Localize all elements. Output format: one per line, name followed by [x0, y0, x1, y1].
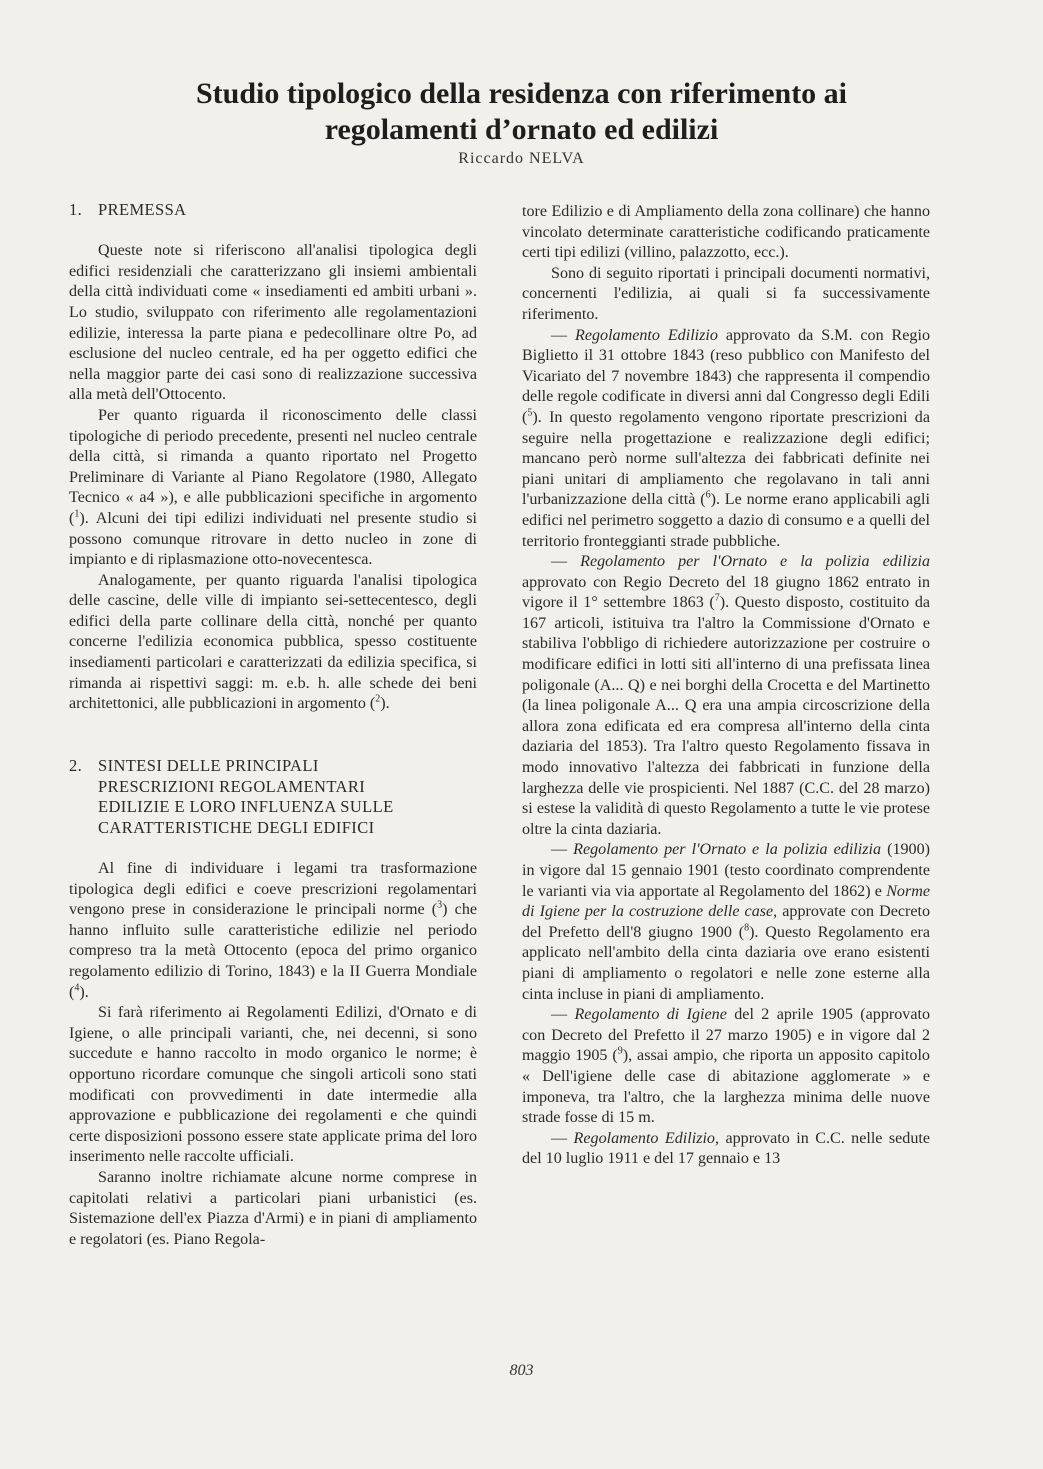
section-2-heading [69, 756, 477, 838]
page-number: 803 [509, 1362, 534, 1379]
paragraph: Queste note si riferiscono all'analisi tipologica degli edifici residenziali che caratterizzano gli insiemi ambientali della città individuati come « insediamenti ed ambiti urbani ». Lo studio, sviluppato con riferimento alle regolamentazioni edilizie, interessa la parte piana e pedecollinare oltre Po, ad esclusione del nucleo centrale, ed ha per oggetto edifici che nella maggior parte dei casi sono di realizzazione successiva alla metà dell'Ottocento. [69, 242, 477, 404]
footnote-ref: 8 [744, 922, 750, 934]
footnote-ref: 2 [375, 693, 381, 705]
paragraph: Per quanto riguarda il riconoscimento delle classi tipologiche di periodo precedente, presenti nel nucleo centrale della città, si rimanda a quanto riportato nel Progetto Preliminare di Variante al Piano Regolatore (1980, Allegato Tecnico « a4 »), e alle pubblicazioni specifiche in argomento ($^1$). Alcuni dei tipi edilizi individuati nel presente studio si possono comunque ritrovare in detto nucleo in zone di impianto e di riplasmazione otto-novecentesca. [69, 406, 477, 569]
section-1-title: PREMESSA [98, 200, 187, 219]
paragraph: Sono di seguito riportati i principali documenti normativi, concernenti l'edilizia, ai quali si fa successivamente riferimento. [522, 264, 930, 323]
regulation-entry: — Regolamento Edilizio approvato da S.M. con Regio Biglietto il 31 ottobre 1843 (reso pubblico con Manifesto del Vicariato del 7 novembre 1843) che rappresenta il compendio delle regole codificate in diversi anni dal Congresso degli Edili ($^5$). In questo regolamento vengono riportate prescrizioni da seguire nella progettazione e realizzazione degli edifici; mancano però norme sull'altezza dei fabbricati definite nei piani unitari di ampliamento che regolavano in tali anni l'urbanizzazione della città ($^6$). Le norme erano applicabili agli edifici nel perimetro soggetto a dazio di consumo e a quelli del territorio fronteggianti strade pubbliche. [522, 326, 930, 550]
left-column [69, 200, 477, 1250]
footnote-ref: 1 [74, 508, 80, 520]
regulation-title: Regolamento Edilizio [575, 326, 718, 344]
section-2-title-line: SINTESI DELLE PRINCIPALI [98, 756, 319, 776]
paragraph: Al fine di individuare i legami tra trasformazione tipologica degli edifici e coeve prescrizioni regolamentari vengono prese in considerazione le principali norme ($^3$) che hanno influito sulle caratteristiche edilizie nel periodo compreso tra la metà Ottocento (epoca del primo organico regolamento edilizio di Torino, 1843) e la II Guerra Mondiale ($^4$). [69, 860, 478, 1001]
footnote-ref: 9 [617, 1045, 623, 1057]
section-2-title-line: PRESCRIZIONI REGOLAMENTARI [98, 776, 366, 796]
regulation-title: Regolamento per l'Ornato e la polizia edilizia [580, 553, 930, 571]
regulation-entry: — Regolamento per l'Ornato e la polizia edilizia approvato con Regio Decreto del 18 giugno 1862 entrato in vigore il 1° settembre 1863 ($^7$). Questo disposto, costituito da 167 articoli, istituiva tra l'altro la Commissione d'Ornato e stabiliva l'obbligo di richiedere autorizzazione per costruire o modificare edifici in lotti siti all'interno di una prefissata linea poligonale (A... Q) e nei borghi della Crocetta e del Martinetto (la linea poligonale A... Q era una ampia circoscrizione della allora zona edificata ed era compresa all'interno della cinta daziaria del 1853). Tra l'altro questo Regolamento fissava in modo innovativo l'altezza dei fabbricati in funzione della larghezza delle vie prospicienti. Nel 1887 (C.C. del 28 marzo) si estese la validità di questo Regolamento a tutte le vie protese oltre la cinta daziaria. [522, 553, 931, 838]
title-line-2: regolamenti d’ornato ed edilizi [324, 113, 719, 146]
section-1-heading [69, 200, 477, 221]
footnote-ref: 3 [437, 899, 443, 911]
section-2-title-line: CARATTERISTICHE DEGLI EDIFICI [98, 817, 375, 837]
footnote-ref: 4 [74, 982, 80, 994]
section-1-number: 1. [69, 200, 83, 219]
section-2-number: 2. [69, 756, 83, 776]
footnote-ref: 5 [527, 407, 533, 419]
paragraph: Si farà riferimento ai Regolamenti Edilizi, d'Ornato e di Igiene, o alle principali varianti, che, nei decenni, si sono succedute e hanno raccolto in modo organico le norme; è opportuno ricordare comunque che singoli articoli sono stati modificati con provvedimenti in date intermedie alla approvazione e pubblicazione dei regolamenti e che quindi certe disposizioni possono essere state applicate prima del loro inserimento nelle raccolte ufficiali. [69, 1004, 477, 1166]
regulation-entry: — Regolamento di Igiene del 2 aprile 1905 (approvato con Decreto del Prefetto il 27 marzo 1905) e in vigore dal 2 maggio 1905 ($^9$), assai ampio, che riporta un apposito capitolo « Dell'igiene delle case di abitazione agglomerate » e imponeva, tra l'altro, che la larghezza minima delle nuove strade fosse di 15 m. [522, 1006, 930, 1127]
paragraph: Analogamente, per quanto riguarda l'analisi tipologica delle cascine, delle ville di impianto sei-settecentesco, degli edifici della parte collinare della città, nonché per quanto concerne l'edilizia economica pubblica, spesso costituente insediamenti particolari e caratterizzati da edilizia specifica, si rimanda ai rispettivi saggi: m. e.b. h. alle schede dei beni architettonici, alle pubblicazioni in argomento ($^2$). [69, 571, 477, 713]
author: Riccardo NELVA [458, 150, 585, 167]
footnote-ref: 6 [705, 489, 711, 501]
paragraph: Saranno inoltre richiamate alcune norme comprese in capitolati relativi a particolari piani urbanistici (es. Sistemazione dell'ex Piazza d'Armi) e in piani di ampliamento e regolatori (es. Piano Regola- [69, 1168, 477, 1248]
regulation-title: Regolamento di Igiene [574, 1006, 727, 1024]
regulation-entry: — Regolamento Edilizio, approvato in C.C. nelle sedute del 10 luglio 1911 e del 17 gennaio e 13 [522, 1129, 930, 1168]
right-column [522, 202, 930, 1170]
paragraph: tore Edilizio e di Ampliamento della zona collinare) che hanno vincolato determinate caratteristiche codificando praticamente certi tipi edilizi (villino, palazzotto, ecc.). [522, 203, 930, 262]
title-line-1: Studio tipologico della residenza con riferimento ai [195, 77, 848, 110]
article-title [0, 76, 1043, 148]
regulation-title: Regolamento per l'Ornato e la polizia edilizia [573, 841, 882, 859]
footnote-ref: 7 [714, 592, 720, 604]
regulation-title: Regolamento Edilizio [573, 1129, 715, 1147]
regulation-title: Norme di Igiene per la costruzione delle case [522, 882, 930, 921]
regulation-entry: — Regolamento per l'Ornato e la polizia edilizia (1900) in vigore dal 15 gennaio 1901 (testo coordinato comprendente le varianti via via apportate al Regolamento del 1862) e Norme di Igiene per la costruzione delle case, approvate con Decreto del Prefetto dell'8 giugno 1900 ($^8$). Questo Regolamento era applicato nell'ambito della cinta daziaria ove erano esistenti piani di ampliamento o regolatori e nelle zone esterne alla cinta incluse in piani di ampliamento. [522, 841, 930, 1003]
section-2-title-line: EDILIZIE E LORO INFLUENZA SULLE [98, 797, 394, 817]
